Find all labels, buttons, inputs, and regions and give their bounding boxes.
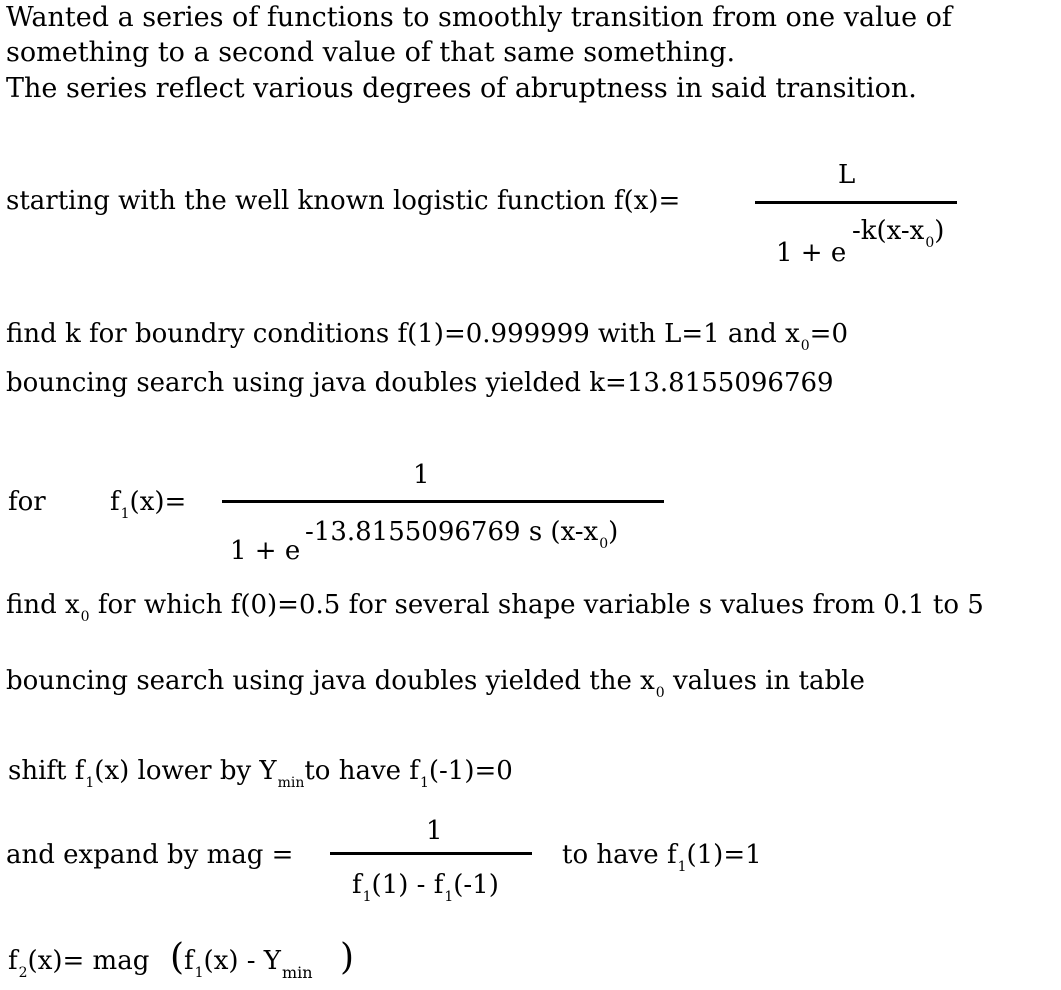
f2-inner: $f_1(x) - Y_{min}$ — [184, 946, 313, 982]
f1-denominator-base: 1 + e — [230, 536, 301, 566]
x0-table-note: bouncing search using java doubles yielded the $x_0$ values in table — [6, 666, 865, 701]
logistic-exponent: $-k(x-x_0)$ — [852, 216, 945, 251]
f2-close-paren: ) — [340, 937, 355, 978]
intro-line-3: The series reflect various degrees of abruptness in said transition. — [6, 73, 917, 104]
mag-numerator: 1 — [426, 816, 443, 846]
logistic-fraction-bar — [755, 201, 957, 204]
logistic-numerator: L — [838, 160, 856, 190]
intro-line-2: something to a second value of that same something. — [6, 37, 736, 68]
expand-tail: to have $f_1(1)=1$ — [562, 840, 762, 875]
mag-denominator: $f_1(1) - f_1(-1)$ — [352, 870, 499, 905]
expand-label: and expand by mag = — [6, 840, 294, 870]
mag-fraction-bar — [330, 852, 532, 855]
for-label: for — [8, 487, 46, 517]
f1-numerator: 1 — [413, 460, 430, 490]
f1-name: $f_1(x)=$ — [110, 487, 187, 522]
f2-definition: $f_2(x)=$ mag — [8, 946, 150, 981]
logistic-denominator-base: 1 + e — [776, 238, 847, 268]
k-result-text: bouncing search using java doubles yielded k=13.8155096769 — [6, 368, 834, 398]
shift-text: shift $f_1(x)$ lower by $Y_{min}to$ have $f_1(-1)=0$ — [8, 756, 513, 791]
find-x0-text: find $x_0$ for which f(0)=0.5 for several shape variable s values from 0.1 to 5 — [6, 590, 984, 625]
logistic-label: starting with the well known logistic function f(x)= — [6, 186, 681, 216]
boundary-conditions-text: find k for boundry conditions f(1)=0.999999 with L=1 and $x_0=0$ — [6, 319, 848, 354]
f1-fraction-bar — [222, 500, 664, 503]
f2-open-paren: ( — [170, 937, 185, 978]
f1-exponent: -13.8155096769 s $(x-x_0)$ — [305, 517, 619, 552]
intro-line-1: Wanted a series of functions to smoothly transition from one value of — [6, 2, 952, 33]
